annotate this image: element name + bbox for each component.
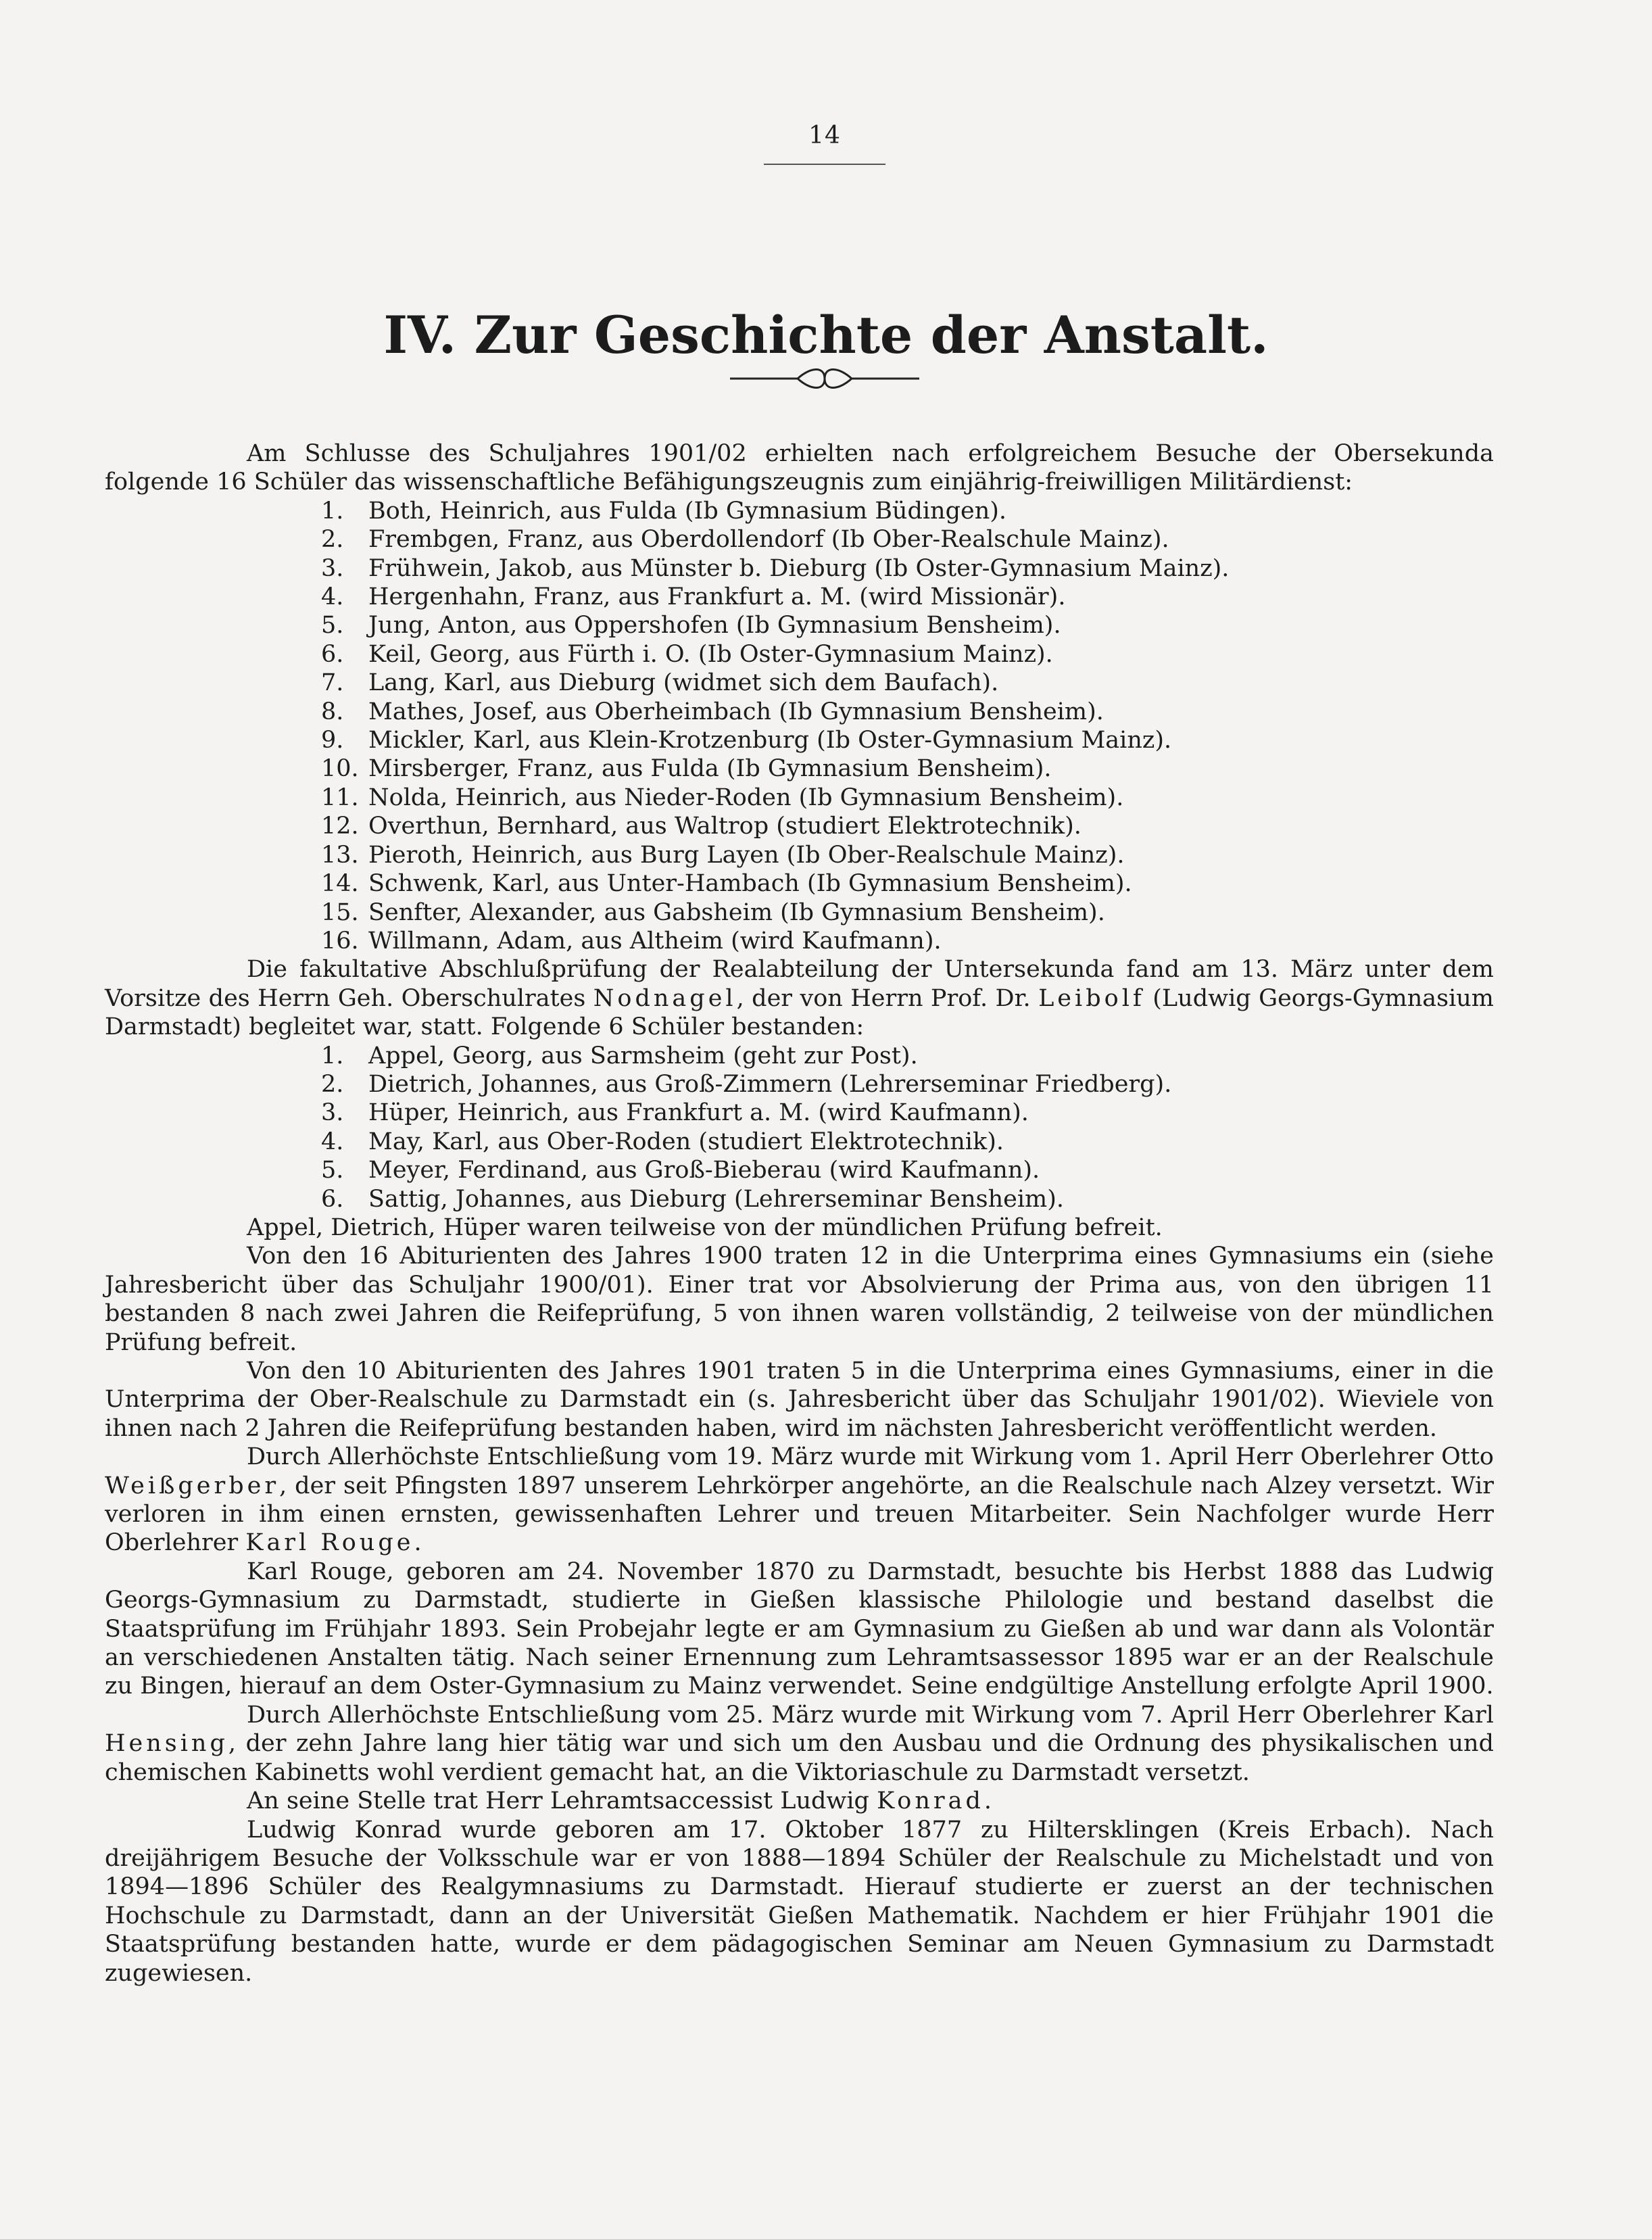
paragraph-hensing: Durch Allerhöchste Entschließung vom 25. März wurde mit Wirkung vom 7. April Herr Oberlehrer Karl Hensing, der zehn Jahre lang hier tätig war und sich um den Ausbau und die Ordnung des physikalischen und chemischen Kabinetts wohl verdient gemacht hat, an die Viktoriaschule zu Darmstadt versetzt.	[105, 1701, 1494, 1786]
spaced-name: Nodnagel	[593, 984, 737, 1012]
section2-student-list	[105, 1042, 1494, 1213]
list-item: 3. Hüper, Heinrich, aus Frankfurt a. M. (wird Kaufmann).	[321, 1099, 1029, 1127]
spaced-name: Karl Rouge	[245, 1529, 414, 1557]
paragraph-abiturienten-1900: Von den 16 Abiturienten des Jahres 1900 traten 12 in die Unterprima eines Gymnasiums ein (siehe Jahresbericht über das Schuljahr 1900/01). Einer trat vor Absolvierung der Prima aus, von den übrigen 11 bestanden 8 nach zwei Jahren die Reifeprüfung, 5 von ihnen waren vollständig, 2 teilweise von der mündlichen Prüfung befreit.	[105, 1243, 1494, 1356]
list-item: 8. Mathes, Josef, aus Oberheimbach (Ib Gymnasium Bensheim).	[321, 698, 1104, 725]
ornament-flourish-icon	[723, 365, 926, 392]
section1-student-list	[105, 497, 1494, 956]
list-item: 11. Nolda, Heinrich, aus Nieder-Roden (Ib Gymnasium Bensheim).	[321, 784, 1124, 811]
paragraph-konrad-appointment: An seine Stelle trat Herr Lehramtsaccessist Ludwig Konrad.	[247, 1787, 992, 1815]
paragraph-konrad-bio: Ludwig Konrad wurde geboren am 17. Oktober 1877 zu Hiltersklingen (Kreis Erbach). Nach dreijährigem Besuche der Volksschule war er von 1888—1894 Schüler der Realschule zu Michelstadt und von 1894—1896 Schüler des Realgymnasiums zu Darmstadt. Hierauf studierte er zuerst an der technischen Hochschule zu Darmstadt, dann an der Universität Gießen Mathematik. Nachdem er hier Frühjahr 1901 die Staatsprüfung bestanden hatte, wurde er dem pädagogischen Seminar am Neuen Gymnasium zu Darmstadt zugewiesen.	[105, 1816, 1494, 1987]
list-item: 12. Overthun, Bernhard, aus Waltrop (studiert Elektrotechnik).	[321, 813, 1082, 840]
paragraph-abiturienten-1901: Von den 10 Abiturienten des Jahres 1901 traten 5 in die Unterprima eines Gymnasiums, einer in die Unterprima der Ober-Realschule zu Darmstadt ein (s. Jahresbericht über das Schuljahr 1901/02). Wieviele von ihnen nach 2 Jahren die Reifeprüfung bestanden haben, wird im nächsten Jahresbericht veröffentlicht werden.	[105, 1357, 1494, 1442]
section-heading: IV. Zur Geschichte der Anstalt.	[383, 304, 1269, 365]
list-item: 14. Schwenk, Karl, aus Unter-Hambach (Ib Gymnasium Bensheim).	[321, 870, 1132, 898]
section1-intro: Am Schlusse des Schuljahres 1901/02 erhielten nach erfolgreichem Besuche der Obersekunda folgende 16 Schüler das wissenschaftliche Befähigungszeugnis zum einjährig-freiwilligen Militärdienst:	[105, 440, 1494, 496]
paragraph-rouge-bio: Karl Rouge, geboren am 24. November 1870 zu Darmstadt, besuchte bis Herbst 1888 das Ludwig Georgs-Gymnasium zu Darmstadt, studierte in Gießen klassische Philologie und bestand daselbst die Staatsprüfung im Frühjahr 1893. Sein Probejahr legte er am Gymnasium zu Gießen ab und war dann als Volontär an verschiedenen Anstalten tätig. Nach seiner Ernennung zum Lehramtsassessor 1895 war er an der Realschule zu Bingen, hierauf an dem Oster-Gymnasium zu Mainz verwendet. Seine endgültige Anstellung erfolgte April 1900.	[105, 1558, 1494, 1700]
list-item: 16. Willmann, Adam, aus Altheim (wird Kaufmann).	[321, 927, 942, 955]
list-item: 4. Hergenhahn, Franz, aus Frankfurt a. M. (wird Missionär).	[321, 583, 1066, 611]
spaced-name: Konrad	[877, 1787, 984, 1815]
spaced-name: Leibolf	[1038, 984, 1145, 1012]
list-item: 4. May, Karl, aus Ober-Roden (studiert Elektrotechnik).	[321, 1128, 1004, 1155]
list-item: 9. Mickler, Karl, aus Klein-Krotzenburg (Ib Oster-Gymnasium Mainz).	[321, 727, 1172, 754]
spaced-name: Weißgerber	[105, 1472, 280, 1499]
spaced-name: Hensing	[105, 1730, 228, 1758]
list-item: 15. Senfter, Alexander, aus Gabsheim (Ib Gymnasium Bensheim).	[321, 898, 1105, 926]
list-item: 3. Frühwein, Jakob, aus Münster b. Dieburg (Ib Oster-Gymnasium Mainz).	[321, 554, 1230, 582]
list-item: 1. Appel, Georg, aus Sarmsheim (geht zur Post).	[321, 1042, 918, 1069]
list-item: 2. Dietrich, Johannes, aus Groß-Zimmern (Lehrerseminar Friedberg).	[321, 1070, 1172, 1098]
section2-note: Appel, Dietrich, Hüper waren teilweise von der mündlichen Prüfung befreit.	[247, 1213, 1163, 1241]
page-body	[105, 439, 1494, 1988]
list-item: 10. Mirsberger, Franz, aus Fulda (Ib Gymnasium Bensheim).	[321, 755, 1052, 783]
section2-intro: Die fakultative Abschlußprüfung der Realabteilung der Untersekunda fand am 13. März unter dem Vorsitze des Herrn Geh. Oberschulrates Nodnagel, der von Herrn Prof. Dr. Leibolf (Ludwig Georgs-Gymnasium Darmstadt) begleitet war, statt. Folgende 6 Schüler bestanden:	[105, 956, 1494, 1041]
list-item: 1. Both, Heinrich, aus Fulda (Ib Gymnasium Büdingen).	[321, 497, 1007, 525]
list-item: 13. Pieroth, Heinrich, aus Burg Layen (Ib Ober-Realschule Mainz).	[321, 841, 1125, 869]
list-item: 2. Frembgen, Franz, aus Oberdollendorf (Ib Ober-Realschule Mainz).	[321, 526, 1169, 554]
list-item: 5. Meyer, Ferdinand, aus Groß-Bieberau (wird Kaufmann).	[321, 1157, 1040, 1184]
list-item: 7. Lang, Karl, aus Dieburg (widmet sich dem Baufach).	[321, 669, 999, 697]
page-number: 14	[808, 122, 841, 149]
list-item: 6. Keil, Georg, aus Fürth i. O. (Ib Oster-Gymnasium Mainz).	[321, 640, 1053, 668]
page-number-rule	[764, 164, 885, 165]
paragraph-weissgerber: Durch Allerhöchste Entschließung vom 19. März wurde mit Wirkung vom 1. April Herr Oberlehrer Otto Weißgerber, der seit Pfingsten 1897 unserem Lehrkörper angehörte, an die Realschule nach Alzey versetzt. Wir verloren in ihm einen ernsten, gewissenhaften Lehrer und treuen Mitarbeiter. Sein Nachfolger wurde Herr Oberlehrer Karl Rouge.	[105, 1443, 1494, 1557]
list-item: 6. Sattig, Johannes, aus Dieburg (Lehrerseminar Bensheim).	[321, 1185, 1065, 1213]
list-item: 5. Jung, Anton, aus Oppershofen (Ib Gymnasium Bensheim).	[321, 612, 1061, 640]
